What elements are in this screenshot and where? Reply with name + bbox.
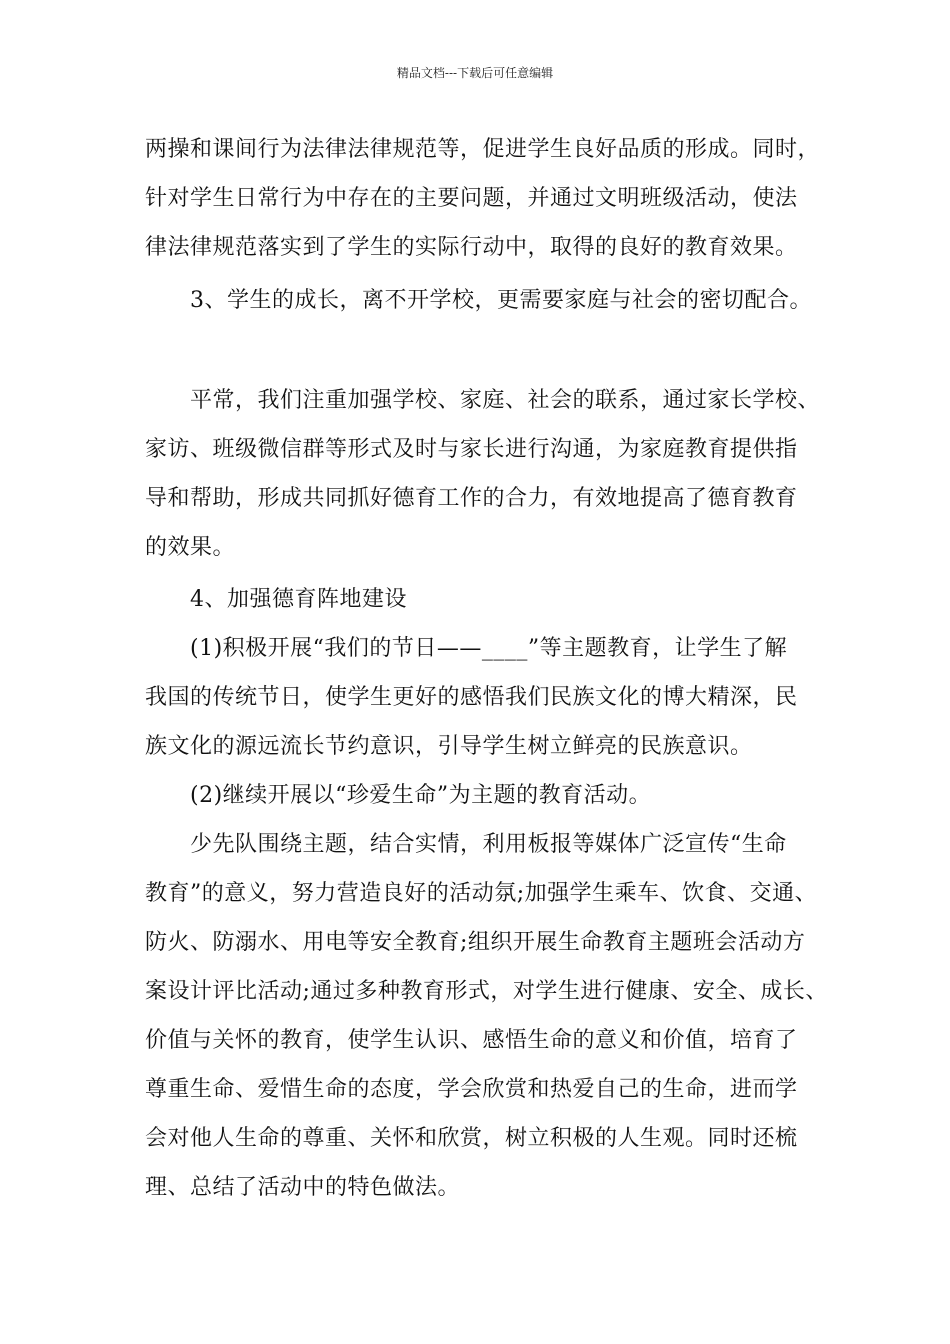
text-line: 防火、防溺水、用电等安全教育;组织开展生命教育主题班会活动方	[145, 930, 806, 955]
text-line: 会对他人生命的尊重、关怀和欣赏，树立积极的人生观。同时还梳	[145, 1126, 798, 1151]
text-line: 尊重生命、爱惜生命的态度，学会欣赏和热爱自己的生命，进而学	[145, 1077, 798, 1102]
text-line: (1)积极开展“我们的节日——____”等主题教育，让学生了解	[190, 636, 788, 661]
text-line: 平常，我们注重加强学校、家庭、社会的联系，通过家长学校、	[190, 388, 821, 413]
text-line: 价值与关怀的教育，使学生认识、感悟生命的意义和价值，培育了	[145, 1028, 798, 1053]
paragraph-family-cooperation	[145, 376, 825, 572]
text-line: 理、总结了活动中的特色做法。	[145, 1175, 461, 1200]
text-line: 族文化的源远流长节约意识，引导学生树立鲜亮的民族意识。	[145, 734, 753, 759]
section-moral-education	[145, 575, 828, 1212]
text-line: 案设计评比活动;通过多种教育形式，对学生进行健康、安全、成长、	[145, 979, 828, 1004]
text-line: 家访、班级微信群等形式及时与家长进行沟通，为家庭教育提供指	[145, 437, 798, 462]
text-line: 两操和课间行为法律法律规范等，促进学生良好品质的形成。同时，	[145, 137, 821, 162]
text-line: 律法律规范落实到了学生的实际行动中，取得的良好的教育效果。	[145, 235, 798, 260]
text-line: 导和帮助，形成共同抓好德育工作的合力，有效地提高了德育教育	[145, 486, 798, 511]
text-line: 我国的传统节日，使学生更好的感悟我们民族文化的博大精深，民	[145, 685, 798, 710]
section-heading-3	[145, 276, 825, 325]
page-header: 精品文档---下载后可任意编辑	[396, 66, 554, 80]
text-line: 教育”的意义，努力营造良好的活动氛;加强学生乘车、饮食、交通、	[145, 881, 818, 906]
text-line: (2)继续开展以“珍爱生命”为主题的教育活动。	[190, 783, 652, 808]
section-heading-4: 4、加强德育阵地建设	[190, 587, 407, 612]
text-line: 少先队围绕主题，结合实情，利用板报等媒体广泛宣传“生命	[190, 832, 787, 857]
paragraph-continuation	[145, 125, 825, 272]
text-line: 针对学生日常行为中存在的主要问题，并通过文明班级活动，使法	[145, 186, 798, 211]
text-line: 的效果。	[145, 535, 236, 560]
text-line: 3、学生的成长，离不开学校，更需要家庭与社会的密切配合。	[190, 288, 812, 313]
